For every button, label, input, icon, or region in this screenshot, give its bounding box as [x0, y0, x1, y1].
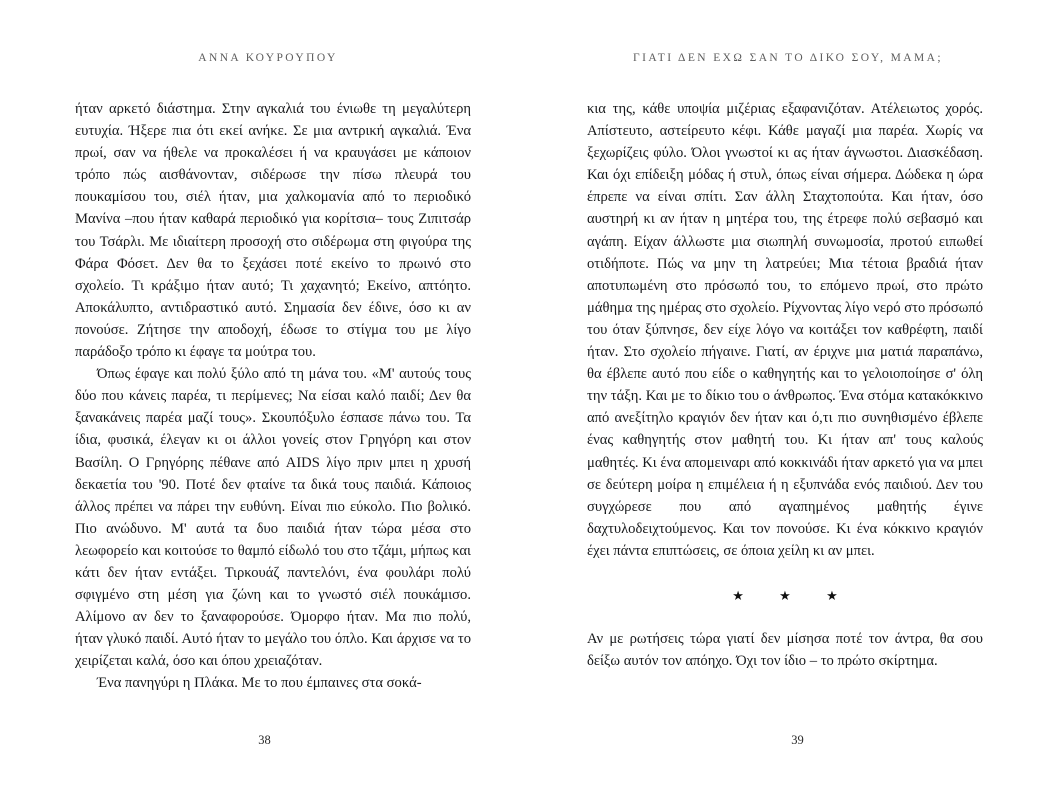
page-left-body [75, 98, 471, 695]
paragraph: ήταν αρκετό διάστημα. Στην αγκαλιά του ένιωθε τη μεγαλύτερη ευτυχία. Ήξερε πια ότι εκεί ανήκε. Σε μια αντρική αγκαλιά. Ένα πρωί, σαν να ήθελε να προκαλέσει ή να κραυγάσει με κάποιον τρόπο πώς αισθάνονταν, σιδέρωσε την πίσω πλευρά του πουκαμίσου του, σιέλ ήταν, μια χαλκομανία από το περιοδικό Μανίνα –που ήταν καθαρά περιοδικό για κορίτσια– τους Ζιπιτσάρ του Τσάρλι. Με ιδιαίτερη προσοχή στο σιδέρωμα στη φιγούρα της Φάρα Φόσετ. Δεν θα το ξεχάσει ποτέ εκείνο το πρωινό στο σχολείο. Τι κράξιμο ήταν αυτό; Τι χαχανητό; Εκείνο, απτόητο. Αποκάλυπτο, αντιδραστικό αυτό. Σημασία δεν έδινε, όσο κι αν πονούσε. Ζήτησε την αποδοχή, έδωσε το στίγμα του με λίγο παράδοξο τρόπο κι έφαγε τα μούτρα του. [75, 101, 471, 361]
closing-paragraph: Αν με ρωτήσεις τώρα γιατί δεν μίσησα ποτέ τον άντρα, θα σου δείξω αυτόν τον απόηχο. Όχι τον ίδιο – το πρώτο σκίρτημα. [587, 630, 983, 670]
running-head-right: ΓΙΑΤΙ ΔΕΝ ΕΧΩ ΣΑΝ ΤΟ ΔΙΚΟ ΣΟΥ, ΜΑΜΑ; [633, 52, 943, 64]
paragraph: Ένα πανηγύρι η Πλάκα. Με το που έμπαινες στα σοκά- [97, 675, 422, 692]
running-head-left: ΑΝΝΑ ΚΟΥΡΟΥΠΟΥ [198, 52, 338, 64]
page-right-body [587, 98, 983, 562]
paragraph: κια της, κάθε υποψία μιζέριας εξαφανιζόταν. Ατέλειωτος χορός. Απίστευτο, αστείρευτο κέφι. Κάθε μαγαζί μια παρέα. Χωρίς να ξεχωρίζεις φύλο. Όλοι γνωστοί κι ας ήταν άγνωστοι. Διασκέδαση. Και όχι επίδειξη μόδας ή στυλ, όπως είναι σήμερα. Δώδεκα η ώρα έπρεπε να είναι σπίτι. Σαν άλλη Σταχτοπούτα. Και ήταν, όσο αυστηρή κι αν ήταν η μητέρα του, της έτρεφε πολύ σεβασμό και αγάπη. Είχαν άλλωστε μια σιωπηλή συνωμοσία, προτού ειπωθεί οτιδήποτε. Πώς να μην τη λατρεύει; Μια τέτοια βραδιά ήταν αποτυπωμένη στο πρόσωπό του, το επόμενο πρωί, στο πρώτο μάθημα της ημέρας στο σχολείο. Ρίχνοντας λίγο νερό στο πρόσωπό του όταν ξύπνησε, δεν είχε λόγο να κοιτάξει τον καθρέφτη, παιδί ήταν. Στο σχολείο πήγαινε. Γιατί, αν έριχνε μια ματιά παραπάνω, θα έβλεπε αυτό που είδε ο καθηγητής και το γελοιοποίησε σ' όλη την τάξη. Και με το δίκιο του ο άνθρωπος. Ένα στόμα κατακόκκινο από ανεξίτηλο κραγιόν δεν ήταν και ό,τι πιο συνηθισμένο έβλεπε ένας καθηγητής στον μαθητή του. Κι ήταν απ' τους καλούς μαθητές. Κι ένα απομειναρι από κοκκινάδι ήταν αρκετό για να μπει σε δεύτερη μοίρα η επιμέλεια ή η εξυπνάδα ενός παιδιού. Δεν του συγχώρεσε που από αγαπημένος μαθητής έγινε δαχτυλοδειχτούμενος. Και τον πονούσε. Κι ένα κόκκινο κραγιόν έχει πάντα επιπτώσεις, σε όποια χείλη κι αν μπει. [587, 101, 983, 559]
page-number-right: 39 [791, 733, 804, 747]
page-number-left: 38 [258, 733, 271, 747]
paragraph: Όπως έφαγε και πολύ ξύλο από τη μάνα του. «Μ' αυτούς τους δύο που κάνεις παρέα, τι περίμενες; Να είσαι καλό παιδί; Δεν θα ξανακάνεις παρέα μαζί τους». Σκουπόξυλο έσπασε πάνω του. Τα ίδια, φυσικά, έλεγαν κι οι άλλοι γονείς στον Γρηγόρη και στον Βασίλη. Ο Γρηγόρης πέθανε από AIDS λίγο πριν μπει η χρυσή δεκαετία του '90. Ποτέ δεν φταίνε τα δικά τους παιδιά. Κάποιος άλλος πρέπει να πάρει την ευθύνη. Είναι πιο εύκολο. Πιο βολικό. Πιο ανώδυνο. Μ' αυτά τα δυο παιδιά ήταν τώρα μέσα στο λεωφορείο και κοιτούσε το θαμπό είδωλό του στο τζάμι, μήπως και κάτι δεν ήταν εντάξει. Τιρκουάζ παντελόνι, ένα φουλάρι πολύ σφιγμένο στη μέση για ζώνη και το γνωστό σιέλ πουκάμισο. Αλίμονο αν δεν το ξαναφορούσε. Όμορφο ήταν. Μα πιο πολύ, ήταν γλυκό παιδί. Αυτό ήταν το μεγάλο του όπλο. Και άρχισε να το χειρίζεται καλά, όσο και όπου χρειαζόταν. [75, 366, 471, 670]
page-right [529, 0, 1058, 794]
section-ornament: ★ ★ ★ [732, 587, 854, 603]
